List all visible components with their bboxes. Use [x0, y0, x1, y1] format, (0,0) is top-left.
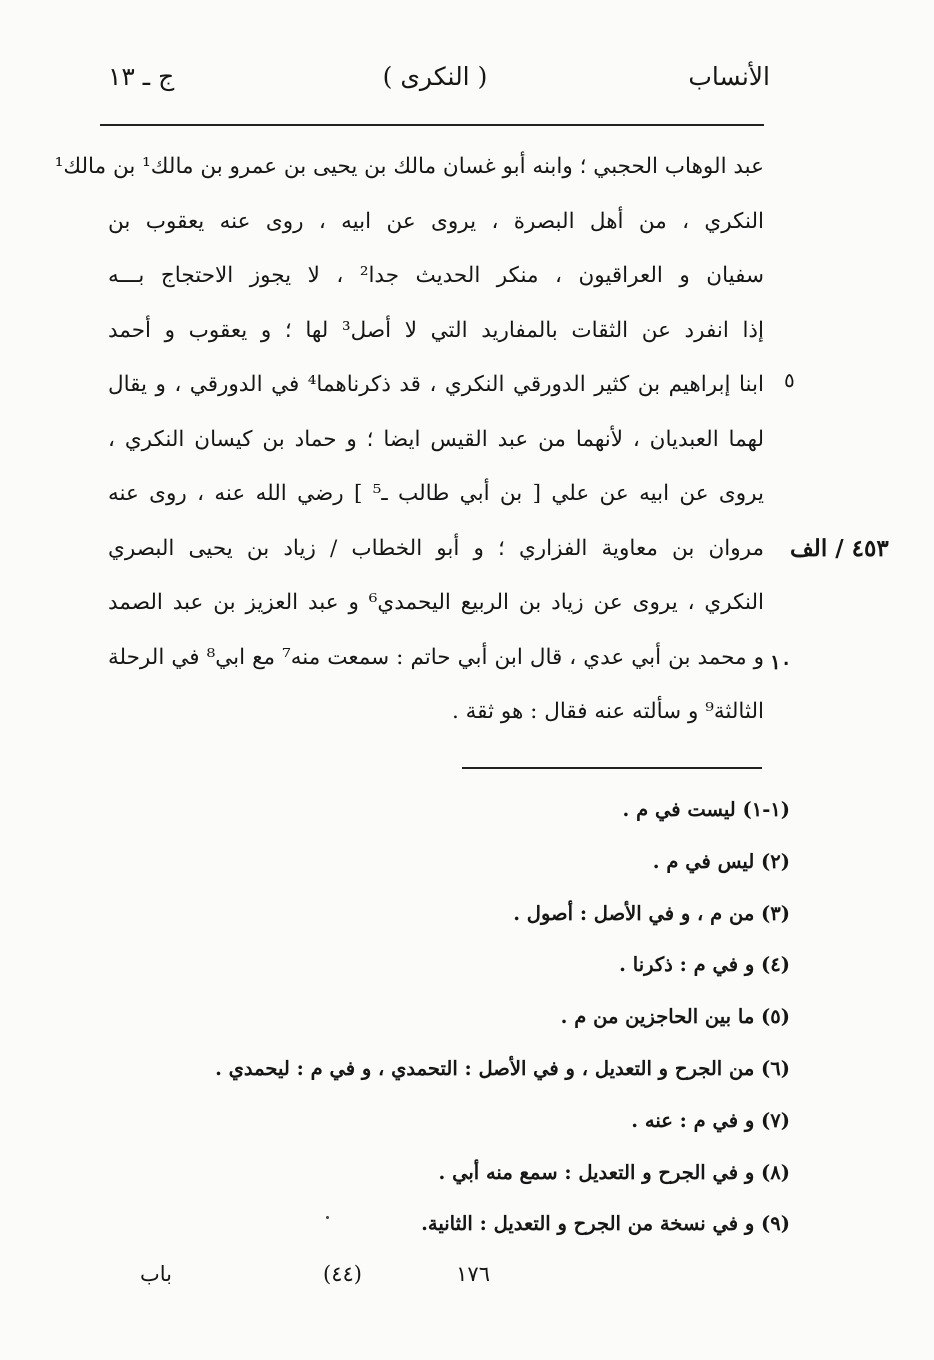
- signature-mark: (٤٤): [323, 1262, 362, 1286]
- footnote: (٧) و في م : عنه .: [631, 1108, 790, 1132]
- text-line: الثالثة⁹ و سألته عنه فقال : هو ثقة .: [451, 699, 764, 724]
- text-line: سفيان و العراقيون ، منكر الحديث جدا² ، لا يجوز الاحتجاج بـــه: [108, 263, 765, 288]
- header-entry-title: ( النكرى ): [382, 62, 488, 91]
- running-header: [100, 62, 770, 102]
- footnote: (٦) من الجرح و التعديل ، و في الأصل : التحمدي ، و في م : ليحمدي .: [215, 1056, 790, 1080]
- header-volume: ج ـ ١٣: [108, 62, 175, 91]
- catchword: باب: [139, 1262, 172, 1286]
- manuscript-folio-marker: ٤٥٣ / الف: [790, 535, 889, 562]
- footnote: (٩) و في نسخة من الجرح و التعديل : الثانية.: [421, 1212, 790, 1236]
- header-divider: [100, 124, 764, 126]
- text-line: النكري ، من أهل البصرة ، يروى عن ابيه ، روى عنه يعقوب بن: [108, 208, 764, 234]
- footnote: (٤) و في م : ذكرنا .: [619, 953, 790, 977]
- text-line: مروان بن معاوية الفزاري ؛ و أبو الخطاب / زياد بن يحيى البصري: [108, 535, 764, 561]
- footnote-divider: [462, 767, 762, 769]
- text-line: ابنا إبراهيم بن كثير الدورقي النكري ، قد ذكرناهما⁴ في الدورقي ، و يقال: [108, 372, 765, 397]
- footnote: (٣) من م ، و في الأصل : أصول .: [513, 901, 790, 925]
- text-line: عبد الوهاب الحجبي ؛ وابنه أبو غسان مالك بن يحيى بن عمرو بن مالك¹ بن مالك¹: [54, 154, 764, 179]
- page-footer: [130, 1262, 490, 1296]
- text-line: النكري ، يروى عن زياد بن الربيع اليحمدي⁶ و عبد العزيز بن عبد الصمد: [108, 590, 764, 615]
- header-book-title: الأنساب: [688, 62, 770, 91]
- text-line: إذا انفرد عن الثقات بالمفاريد التي لا أصل³ لها ؛ و يعقوب و أحمد: [108, 317, 764, 343]
- footnote: (٢) ليس في م .: [652, 849, 790, 873]
- footnote: (٥) ما بين الحاجزين من م .: [560, 1005, 790, 1029]
- ink-speck: [326, 1216, 329, 1219]
- footnote: (١-١) ليست في م .: [622, 798, 790, 821]
- page-number: ١٧٦: [456, 1262, 490, 1286]
- text-line: و محمد بن أبي عدي ، قال ابن أبي حاتم : سمعت منه⁷ مع ابي⁸ في الرحلة: [108, 644, 764, 670]
- main-text: [54, 140, 765, 740]
- footnote: (٨) و في الجرح و التعديل : سمع منه أبي .: [438, 1160, 790, 1184]
- text-line: يروى عن ابيه عن علي [ بن أبي طالب ـ⁵ ] رضي الله عنه ، روى عنه: [108, 481, 764, 506]
- line-number-5: ٥: [784, 368, 795, 392]
- text-line: لهما العبديان ، لأنهما من عبد القيس ايضا ؛ و حماد بن كيسان النكري ،: [108, 426, 764, 452]
- line-number-10: ١٠: [770, 650, 792, 674]
- footnotes: [140, 790, 790, 1256]
